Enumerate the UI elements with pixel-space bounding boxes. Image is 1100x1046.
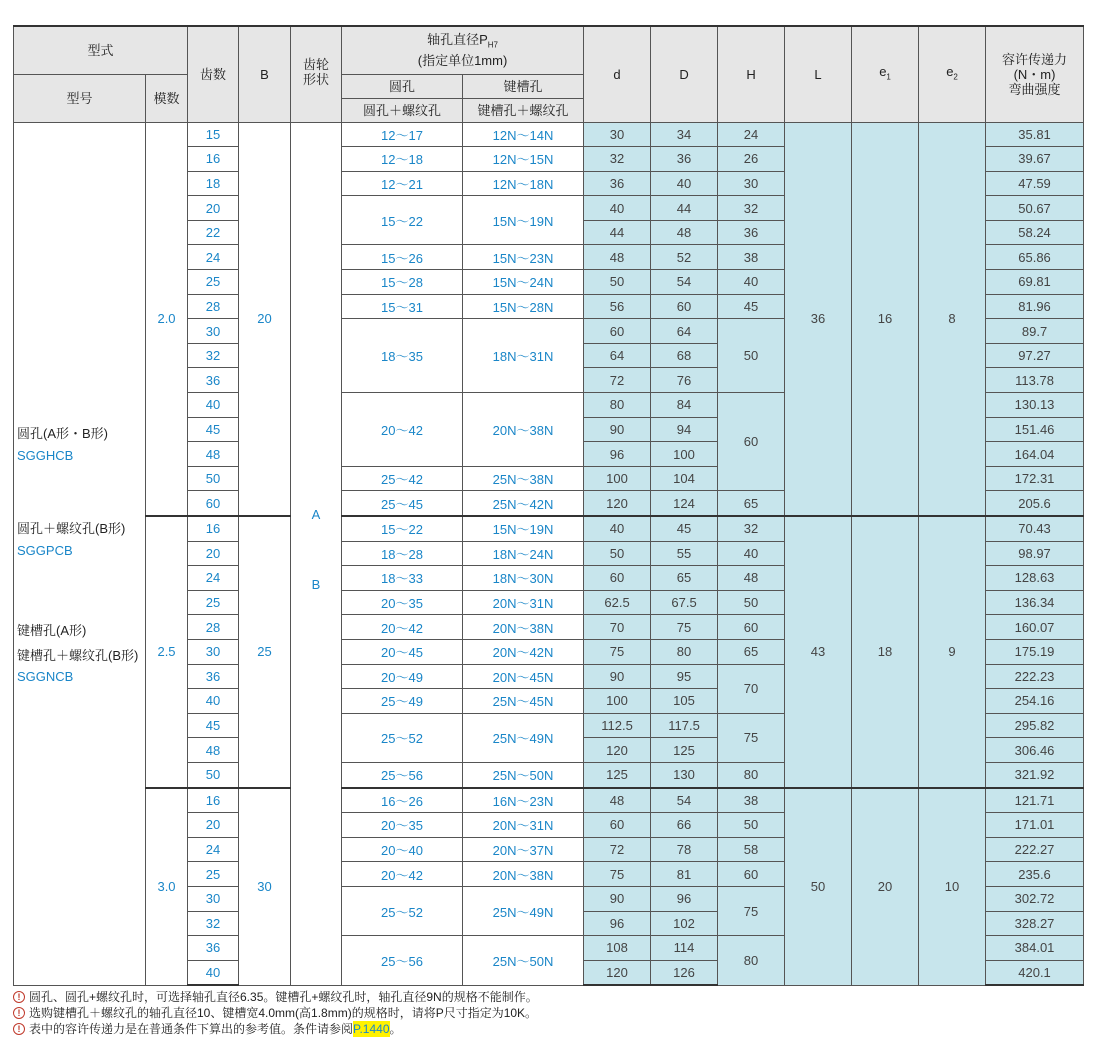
teeth-count: 16: [188, 147, 239, 172]
teeth-count: 32: [188, 911, 239, 936]
bore-round: 20～40: [342, 837, 463, 862]
L-value: 36: [785, 122, 852, 516]
D-value: 104: [651, 466, 718, 491]
bore-keyway: 25N～50N: [463, 936, 584, 986]
bore-keyway: 20N～31N: [463, 813, 584, 838]
d-value: 62.5: [584, 590, 651, 615]
teeth-count: 36: [188, 368, 239, 393]
bore-round: 20～42: [342, 393, 463, 467]
torque-value: 160.07: [986, 615, 1084, 640]
header-shape: 齿轮形状: [291, 26, 342, 122]
model-label-3: SGGPCB: [17, 542, 73, 558]
D-value: 94: [651, 417, 718, 442]
D-value: 54: [651, 788, 718, 813]
D-value: 130: [651, 762, 718, 787]
bore-keyway: 18N～31N: [463, 319, 584, 393]
e2-value: 8: [919, 122, 986, 516]
teeth-count: 45: [188, 713, 239, 738]
d-value: 50: [584, 270, 651, 295]
header-b: B: [239, 26, 291, 122]
bore-keyway: 20N～45N: [463, 664, 584, 689]
torque-value: 47.59: [986, 171, 1084, 196]
d-value: 75: [584, 639, 651, 664]
H-value: 48: [718, 566, 785, 591]
H-value: 50: [718, 590, 785, 615]
teeth-count: 48: [188, 738, 239, 763]
header-teeth: 齿数: [188, 26, 239, 122]
d-value: 96: [584, 442, 651, 467]
torque-value: 121.71: [986, 788, 1084, 813]
model-column: [14, 122, 146, 985]
bore-round: 12～17: [342, 122, 463, 147]
bore-keyway: 18N～24N: [463, 541, 584, 566]
teeth-count: 36: [188, 936, 239, 961]
d-value: 72: [584, 368, 651, 393]
teeth-count: 50: [188, 466, 239, 491]
bore-round: 15～22: [342, 516, 463, 541]
bore-keyway: 20N～38N: [463, 615, 584, 640]
bore-round: 25～45: [342, 491, 463, 516]
D-value: 100: [651, 442, 718, 467]
teeth-count: 25: [188, 590, 239, 615]
H-value: 32: [718, 516, 785, 541]
bore-keyway: 15N～23N: [463, 245, 584, 270]
header-d: d: [584, 26, 651, 122]
torque-value: 222.23: [986, 664, 1084, 689]
d-value: 100: [584, 466, 651, 491]
bore-round: 15～26: [342, 245, 463, 270]
torque-value: 35.81: [986, 122, 1084, 147]
H-value: 50: [718, 319, 785, 393]
warning-circle-icon: !: [13, 991, 25, 1003]
D-value: 76: [651, 368, 718, 393]
bore-keyway: 25N～49N: [463, 713, 584, 762]
note-item: ! 表中的容许传递力是在普通条件下算出的参考值。条件请参阅 P.1440 。: [13, 1021, 538, 1037]
model-label-2: 圆孔＋螺纹孔(B形): [17, 520, 126, 536]
gear-shape-column: [291, 122, 342, 985]
bore-keyway: 12N～14N: [463, 122, 584, 147]
bore-keyway: 25N～49N: [463, 886, 584, 935]
d-value: 125: [584, 762, 651, 787]
teeth-count: 28: [188, 615, 239, 640]
teeth-count: 25: [188, 862, 239, 887]
bore-keyway: 15N～19N: [463, 516, 584, 541]
teeth-count: 50: [188, 762, 239, 787]
torque-value: 175.19: [986, 639, 1084, 664]
D-value: 65: [651, 566, 718, 591]
teeth-count: 16: [188, 516, 239, 541]
torque-value: 302.72: [986, 886, 1084, 911]
b-value: 30: [239, 788, 291, 986]
b-value: 25: [239, 516, 291, 788]
torque-value: 70.43: [986, 516, 1084, 541]
d-value: 70: [584, 615, 651, 640]
header-bore: 轴孔直径$P_{H7}$ (指定单位1mm): [342, 26, 584, 74]
header-round-screw: 圆孔＋螺纹孔: [342, 98, 463, 122]
D-value: 45: [651, 516, 718, 541]
teeth-count: 25: [188, 270, 239, 295]
H-value: 60: [718, 862, 785, 887]
d-value: 60: [584, 566, 651, 591]
H-value: 80: [718, 762, 785, 787]
teeth-count: 22: [188, 220, 239, 245]
spec-table: [13, 25, 1084, 986]
torque-value: 50.67: [986, 196, 1084, 221]
module-value: 3.0: [146, 788, 188, 986]
torque-value: 151.46: [986, 417, 1084, 442]
teeth-count: 32: [188, 343, 239, 368]
bore-round: 20～42: [342, 615, 463, 640]
module-value: 2.5: [146, 516, 188, 788]
torque-value: 164.04: [986, 442, 1084, 467]
d-value: 40: [584, 196, 651, 221]
d-value: 120: [584, 491, 651, 516]
D-value: 64: [651, 319, 718, 344]
bore-keyway: 18N～30N: [463, 566, 584, 591]
bore-keyway: 20N～42N: [463, 639, 584, 664]
H-value: 40: [718, 270, 785, 295]
bore-round: 20～35: [342, 813, 463, 838]
bore-keyway: 16N～23N: [463, 788, 584, 813]
bore-keyway: 15N～24N: [463, 270, 584, 295]
header-type: 型式: [14, 26, 188, 74]
d-value: 100: [584, 689, 651, 714]
teeth-count: 40: [188, 393, 239, 418]
bore-keyway: 25N～45N: [463, 689, 584, 714]
header-module: 模数: [146, 74, 188, 122]
torque-value: 130.13: [986, 393, 1084, 418]
bore-round: 12～18: [342, 147, 463, 172]
D-value: 96: [651, 886, 718, 911]
D-value: 126: [651, 960, 718, 985]
D-value: 117.5: [651, 713, 718, 738]
H-value: 32: [718, 196, 785, 221]
bore-round: 25～52: [342, 886, 463, 935]
d-value: 60: [584, 813, 651, 838]
d-value: 30: [584, 122, 651, 147]
model-label-0: 圆孔(A形・B形): [17, 425, 109, 441]
d-value: 60: [584, 319, 651, 344]
bore-round: 20～35: [342, 590, 463, 615]
torque-value: 39.67: [986, 147, 1084, 172]
L-value: 43: [785, 516, 852, 788]
torque-value: 113.78: [986, 368, 1084, 393]
D-value: 52: [651, 245, 718, 270]
bore-round: 20～49: [342, 664, 463, 689]
torque-value: 128.63: [986, 566, 1084, 591]
header-L: L: [785, 26, 852, 122]
bore-keyway: 20N～31N: [463, 590, 584, 615]
torque-value: 81.96: [986, 294, 1084, 319]
H-value: 38: [718, 245, 785, 270]
D-value: 36: [651, 147, 718, 172]
shape-b: B: [311, 576, 321, 592]
warning-circle-icon: !: [13, 1007, 25, 1019]
bore-round: 18～35: [342, 319, 463, 393]
H-value: 38: [718, 788, 785, 813]
header-torque: 容许传递力 (N・m) 弯曲强度: [986, 26, 1084, 122]
header-model-no: 型号: [14, 74, 146, 122]
teeth-count: 30: [188, 886, 239, 911]
d-value: 96: [584, 911, 651, 936]
bore-keyway: 15N～19N: [463, 196, 584, 245]
e1-value: 16: [852, 122, 919, 516]
bore-round: 25～56: [342, 936, 463, 986]
torque-value: 136.34: [986, 590, 1084, 615]
model-label-4: 键槽孔(A形): [17, 622, 87, 638]
teeth-count: 30: [188, 639, 239, 664]
table-row: [14, 788, 1084, 813]
teeth-count: 40: [188, 689, 239, 714]
table-row: [14, 516, 1084, 541]
D-value: 66: [651, 813, 718, 838]
D-value: 34: [651, 122, 718, 147]
d-value: 56: [584, 294, 651, 319]
torque-value: 235.6: [986, 862, 1084, 887]
bore-round: 18～33: [342, 566, 463, 591]
header-H: H: [718, 26, 785, 122]
H-value: 36: [718, 220, 785, 245]
teeth-count: 24: [188, 837, 239, 862]
H-value: 40: [718, 541, 785, 566]
d-value: 120: [584, 738, 651, 763]
d-value: 50: [584, 541, 651, 566]
teeth-count: 28: [188, 294, 239, 319]
D-value: 80: [651, 639, 718, 664]
H-value: 58: [718, 837, 785, 862]
teeth-count: 48: [188, 442, 239, 467]
bore-round: 20～42: [342, 862, 463, 887]
torque-value: 222.27: [986, 837, 1084, 862]
teeth-count: 15: [188, 122, 239, 147]
D-value: 102: [651, 911, 718, 936]
H-value: 45: [718, 294, 785, 319]
d-value: 36: [584, 171, 651, 196]
H-value: 65: [718, 491, 785, 516]
bore-round: 20～45: [342, 639, 463, 664]
d-value: 40: [584, 516, 651, 541]
d-value: 90: [584, 664, 651, 689]
teeth-count: 36: [188, 664, 239, 689]
header-e2: $e_2$: [919, 26, 986, 122]
table-header: [14, 26, 1084, 122]
d-value: 90: [584, 417, 651, 442]
D-value: 105: [651, 689, 718, 714]
teeth-count: 24: [188, 245, 239, 270]
H-value: 60: [718, 615, 785, 640]
d-value: 48: [584, 245, 651, 270]
D-value: 54: [651, 270, 718, 295]
torque-value: 384.01: [986, 936, 1084, 961]
note-item: ! 圆孔、圆孔+螺纹孔时，可选择轴孔直径6.35。键槽孔+螺纹孔时，轴孔直径9N的规格不能制作。: [13, 989, 538, 1005]
torque-value: 205.6: [986, 491, 1084, 516]
d-value: 48: [584, 788, 651, 813]
D-value: 60: [651, 294, 718, 319]
d-value: 108: [584, 936, 651, 961]
b-value: 20: [239, 122, 291, 516]
e2-value: 9: [919, 516, 986, 788]
d-value: 32: [584, 147, 651, 172]
bore-round: 15～28: [342, 270, 463, 295]
D-value: 67.5: [651, 590, 718, 615]
d-value: 72: [584, 837, 651, 862]
H-value: 60: [718, 393, 785, 491]
D-value: 68: [651, 343, 718, 368]
d-value: 80: [584, 393, 651, 418]
table-row: [14, 122, 1084, 147]
header-D: D: [651, 26, 718, 122]
torque-value: 69.81: [986, 270, 1084, 295]
H-value: 80: [718, 936, 785, 986]
torque-value: 97.27: [986, 343, 1084, 368]
bore-round: 25～42: [342, 466, 463, 491]
bore-keyway: 15N～28N: [463, 294, 584, 319]
bore-round: 12～21: [342, 171, 463, 196]
d-value: 90: [584, 886, 651, 911]
bore-keyway: 20N～38N: [463, 862, 584, 887]
torque-value: 98.97: [986, 541, 1084, 566]
bore-keyway: 25N～42N: [463, 491, 584, 516]
torque-value: 65.86: [986, 245, 1084, 270]
H-value: 70: [718, 664, 785, 713]
torque-value: 254.16: [986, 689, 1084, 714]
torque-value: 306.46: [986, 738, 1084, 763]
torque-value: 328.27: [986, 911, 1084, 936]
model-label-6: SGGNCB: [17, 668, 74, 684]
page-reference-link[interactable]: P.1440: [353, 1022, 390, 1036]
torque-value: 321.92: [986, 762, 1084, 787]
e1-value: 18: [852, 516, 919, 788]
teeth-count: 40: [188, 960, 239, 985]
model-label-1: SGGHCB: [17, 447, 74, 463]
header-keyway: 键槽孔: [463, 74, 584, 98]
D-value: 48: [651, 220, 718, 245]
H-value: 24: [718, 122, 785, 147]
teeth-count: 20: [188, 541, 239, 566]
bore-round: 18～28: [342, 541, 463, 566]
D-value: 44: [651, 196, 718, 221]
D-value: 40: [651, 171, 718, 196]
D-value: 114: [651, 936, 718, 961]
header-e1: $e_1$: [852, 26, 919, 122]
torque-value: 420.1: [986, 960, 1084, 985]
warning-circle-icon: !: [13, 1023, 25, 1035]
bore-round: 15～31: [342, 294, 463, 319]
bore-keyway: 20N～37N: [463, 837, 584, 862]
bore-keyway: 20N～38N: [463, 393, 584, 467]
teeth-count: 16: [188, 788, 239, 813]
shape-a: A: [311, 506, 321, 522]
D-value: 55: [651, 541, 718, 566]
bore-round: 25～52: [342, 713, 463, 762]
bore-round: 25～49: [342, 689, 463, 714]
notes: [13, 989, 538, 1037]
D-value: 84: [651, 393, 718, 418]
D-value: 81: [651, 862, 718, 887]
D-value: 124: [651, 491, 718, 516]
bore-keyway: 25N～50N: [463, 762, 584, 787]
d-value: 112.5: [584, 713, 651, 738]
teeth-count: 24: [188, 566, 239, 591]
H-value: 75: [718, 886, 785, 935]
model-label-5: 键槽孔＋螺纹孔(B形): [17, 647, 139, 663]
torque-value: 172.31: [986, 466, 1084, 491]
D-value: 95: [651, 664, 718, 689]
torque-value: 171.01: [986, 813, 1084, 838]
D-value: 75: [651, 615, 718, 640]
D-value: 78: [651, 837, 718, 862]
D-value: 125: [651, 738, 718, 763]
d-value: 64: [584, 343, 651, 368]
torque-value: 89.7: [986, 319, 1084, 344]
header-keyway-screw: 键槽孔＋螺纹孔: [463, 98, 584, 122]
note-item: ! 选购键槽孔＋螺纹孔的轴孔直径10、键槽宽4.0mm(高1.8mm)的规格时，请将P尺寸指定为10K。: [13, 1005, 538, 1021]
teeth-count: 30: [188, 319, 239, 344]
bore-round: 25～56: [342, 762, 463, 787]
bore-round: 16～26: [342, 788, 463, 813]
e1-value: 20: [852, 788, 919, 986]
d-value: 75: [584, 862, 651, 887]
teeth-count: 20: [188, 196, 239, 221]
teeth-count: 60: [188, 491, 239, 516]
module-value: 2.0: [146, 122, 188, 516]
d-value: 44: [584, 220, 651, 245]
H-value: 50: [718, 813, 785, 838]
bore-keyway: 25N～38N: [463, 466, 584, 491]
e2-value: 10: [919, 788, 986, 986]
H-value: 65: [718, 639, 785, 664]
H-value: 75: [718, 713, 785, 762]
L-value: 50: [785, 788, 852, 986]
d-value: 120: [584, 960, 651, 985]
bore-round: 15～22: [342, 196, 463, 245]
bore-keyway: 12N～15N: [463, 147, 584, 172]
torque-value: 58.24: [986, 220, 1084, 245]
teeth-count: 18: [188, 171, 239, 196]
teeth-count: 20: [188, 813, 239, 838]
teeth-count: 45: [188, 417, 239, 442]
header-round: 圆孔: [342, 74, 463, 98]
bore-keyway: 12N～18N: [463, 171, 584, 196]
H-value: 30: [718, 171, 785, 196]
torque-value: 295.82: [986, 713, 1084, 738]
H-value: 26: [718, 147, 785, 172]
table-body: [14, 122, 1084, 985]
